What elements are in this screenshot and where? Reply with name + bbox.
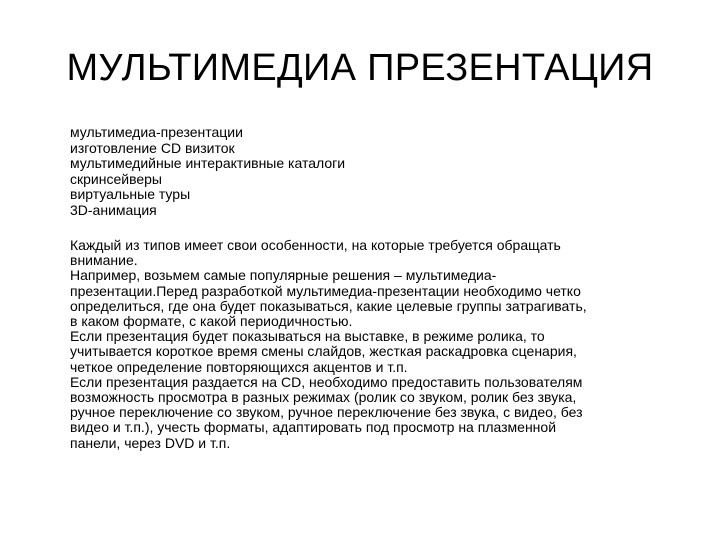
list-item: 3D-анимация [70,201,157,218]
list-item: мультимедийные интерактивные каталоги [70,155,346,171]
list-item: изготовление CD визиток [70,139,235,156]
list-item: скринсейверы [70,170,162,187]
slide-title: МУЛЬТИМЕДИА ПРЕЗЕНТАЦИЯ [66,47,654,89]
list-item: виртуальные туры [70,186,191,202]
list-item: мультимедиа-презентации [70,124,243,140]
body-text [70,238,670,451]
paragraph-cd: Если презентация раздается на CD, необходимо предоставить пользователям возможность просмотра в разных режимах (ролик со звуком, ролик без звука, ручное переключение со звуком, ручное переключение без звука, с видео, без видео и т.п.), учесть форматы, адаптировать под просмотр на плазменной панели, через DVD и т.п. [70,373,583,451]
paragraph-features: Каждый из типов имеет свои особенности, на которые требуется обращать внимание. [70,237,561,269]
paragraph-exhibition: Если презентация будет показываться на выставке, в режиме ролика, то учитывается короткое время смены слайдов, жесткая раскадровка сценария, четкое определение повторяющихся акцентов и т.п. [70,328,577,375]
service-list [70,125,670,218]
paragraph-example: Например, возьмем самые популярные решения – мультимедиа- презентации.Перед разработкой мультимедиа-презентации необходимо четко определиться, где она будет показываться, какие целевые группы затрагивать, в каком формате, с какой периодичностью. [70,267,587,330]
